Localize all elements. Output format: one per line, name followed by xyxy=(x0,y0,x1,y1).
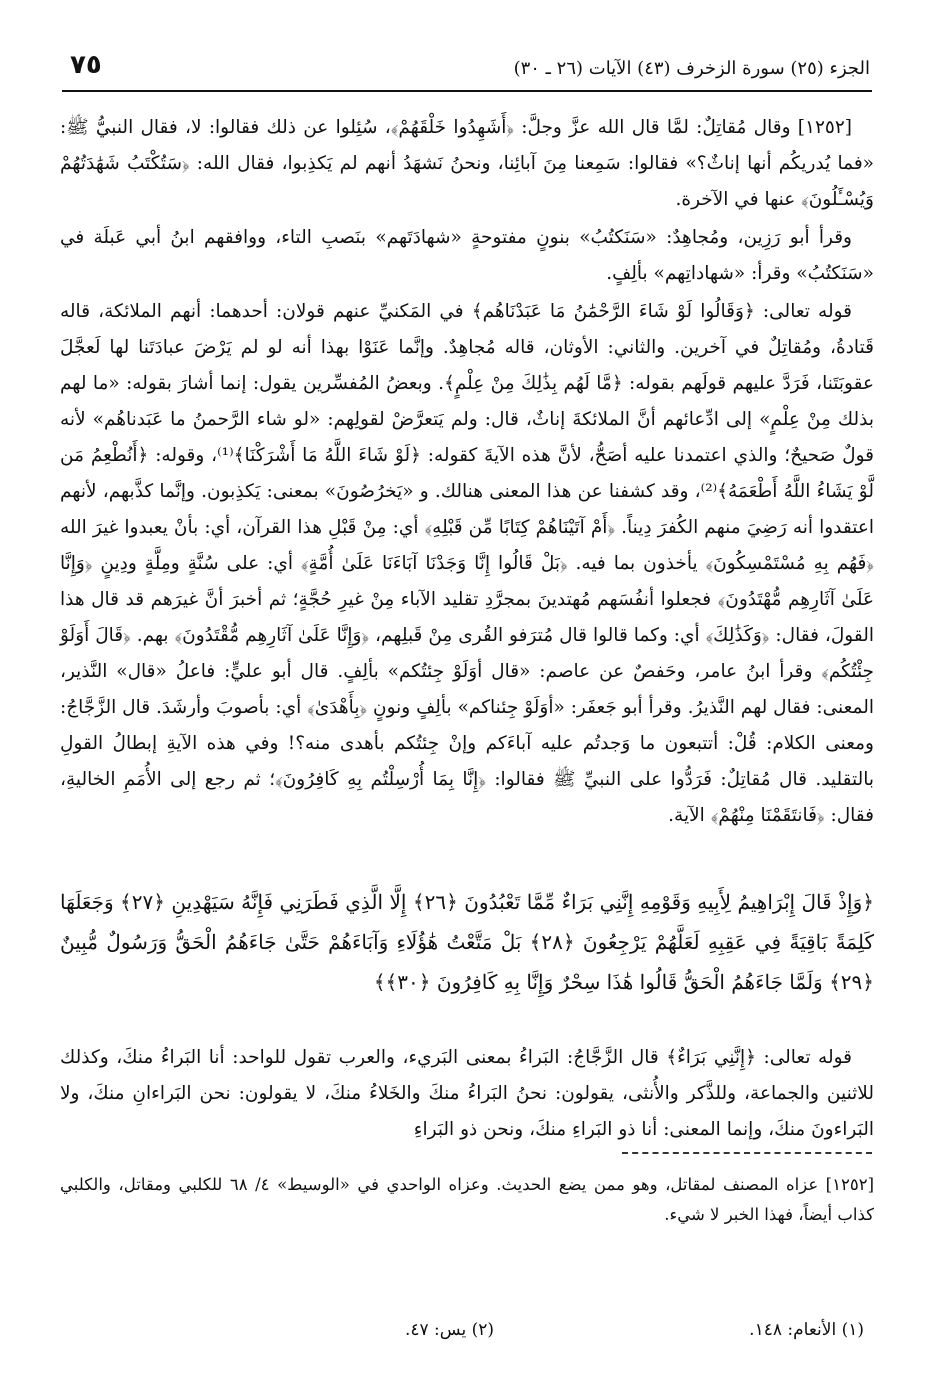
note-text: [١٢٥٢] عزاه المصنف لمقاتل، وهو ممن يضع الحديث. وعزاه الواحدي في «الوسيط» ٤/ ٦٨ للكلبي ومقاتل، والكلبي كذاب أيضاً، فهذا الخبر لا شيء. xyxy=(60,1175,875,1224)
quran-verses-block xyxy=(60,882,874,1002)
page-header xyxy=(62,50,872,92)
paragraph: [١٢٥٢] وقال مُقاتِلٌ: لمَّا قال الله عزَّ وجلَّ: ﴿أَشَهِدُوا خَلْقَهُمْ﴾، سُئِلوا عن ذلك فقالوا: لا، فقال النبيُّ ﷺ: «فما يُدريكُم أنها إناثٌ؟» فقالوا: سَمِعنا مِنَ آبائِنا، ونحنُ نَشهَدُ أنهم لم يَكذِبوا، فقال الله: ﴿سَتُكْتَبُ شَهَٰدَتُهُمْ وَيُسْـَٔلُونَ﴾ عنها في الآخرة. xyxy=(60,117,874,210)
footnote-2: (٢) يس: ٤٧. xyxy=(404,1320,494,1340)
paragraph: قوله تعالى: ﴿إِنَّنِي بَرَاءٌ﴾ قال الزَّجَّاجُ: البَراءُ بمعنى البَريء، والعرب تقول للواحد: أنا البَراءُ منكَ، وكذلك للاثنين والجماعة، وللذَّكر والأُنثى، يقولون: نحنُ البَراءُ منكَ والخَلاءُ منكَ، لا يقولون: نحن البَراءانِ منكَ، ولا البَراءونَ منكَ، وإنما المعنى: أنا ذو البَراءِ منكَ، ونحن ذو البَراءِ xyxy=(60,1047,874,1140)
hadith-note xyxy=(60,1170,874,1230)
paragraph: وقرأ أبو رَزِين، ومُجاهِدٌ: «سَنَكتُبُ» بنونٍ مفتوحةٍ «شهادَتَهم» بنَصبِ التاء، ووافقهم ابنُ أبي عَبلَة في «سَنَكتُبُ» وقرأ: «شهاداتِهم» بألِفٍ. xyxy=(60,227,874,284)
footnotes xyxy=(60,1320,874,1350)
page-number: ٧٥ xyxy=(70,50,102,80)
running-head: الجزء (٢٥) سورة الزخرف (٤٣) الآيات (٢٦ ـ ٣٠) xyxy=(513,58,870,79)
commentary-continuation xyxy=(60,1040,874,1148)
footnote-1: (١) الأنعام: ١٤٨. xyxy=(749,1320,864,1340)
verses-text: ﴿وَإِذْ قَالَ إِبْرَاهِيمُ لِأَبِيهِ وَقَوْمِهِ إِنَّنِي بَرَاءٌ مِّمَّا تَعْبُدُونَ ﴿٢٦﴾ إِلَّا الَّذِي فَطَرَنِي فَإِنَّهُ سَيَهْدِينِ ﴿٢٧﴾ وَجَعَلَهَا كَلِمَةً بَاقِيَةً فِي عَقِبِهِ لَعَلَّهُمْ يَرْجِعُونَ ﴿٢٨﴾ بَلْ مَتَّعْتُ هَٰؤُلَاءِ وَآبَاءَهُمْ حَتَّىٰ جَاءَهُمُ الْحَقُّ وَرَسُولٌ مُّبِينٌ ﴿٢٩﴾ وَلَمَّا جَاءَهُمُ الْحَقُّ قَالُوا هَٰذَا سِحْرٌ وَإِنَّا بِهِ كَافِرُونَ ﴿٣٠﴾﴾ xyxy=(60,890,874,994)
notes-separator xyxy=(622,1152,872,1154)
paragraph: قوله تعالى: ﴿وَقَالُوا لَوْ شَاءَ الرَّحْمَٰنُ مَا عَبَدْنَاهُم﴾ في المَكنيِّ عنهم قولان: أحدهما: أنهم الملائكة، قاله قَتادةُ، ومُقاتِلٌ في آخرين. والثاني: الأوثان، قاله مُجاهِدٌ. وإنَّما عَنَوْا بهذا أنه لو لم يَرْضَ عبادَتَنا لها لَعجَّلَ عقوبَتَنا، فَرَدَّ عليهم قولَهم بقوله: ﴿مَّا لَهُم بِذَٰلِكَ مِنْ عِلْمٍ﴾. وبعضُ المُفسِّرين يقول: إنما أشارَ بقوله: «ما لهم بذلك مِنْ عِلْمٍ» إلى ادِّعائهم أنَّ الملائكةَ إناثٌ، قال: ولم يَتعرَّضْ لقولِهم: «لو شاء الرَّحمنُ ما عَبَدناهُم» لأنه قولٌ صَحيحٌ؛ والذي اعتمدنا عليه أصَحُّ، لأنَّ هذه الآيةَ كقوله: ﴿لَوْ شَاءَ اللَّهُ مَا أَشْرَكْنَا﴾⁽¹⁾، وقوله: ﴿أَنُطْعِمُ مَن لَّوْ يَشَاءُ اللَّهُ أَطْعَمَهُ﴾⁽²⁾، وقد كشفنا عن هذا المعنى هنالك. و «يَخرُصُونَ» بمعنى: يَكذِبون. وإنَّما كذَّبهم، لأنهم اعتقدوا أنه رَضِيَ منهم الكُفرَ دِيناً. ﴿أَمْ آتَيْنَاهُمْ كِتَابًا مِّن قَبْلِهِ﴾ أي: مِنْ قَبْلِ هذا القرآن، أي: بأنْ يعبدوا غيرَ الله ﴿فَهُم بِهِ مُسْتَمْسِكُونَ﴾ يأخذون بما فيه. ﴿بَلْ قَالُوا إِنَّا وَجَدْنَا آبَاءَنَا عَلَىٰ أُمَّةٍ﴾ أي: على سُنَّةٍ ومِلَّةٍ ودِينٍ ﴿وَإِنَّا عَلَىٰ آثَارِهِم مُّهْتَدُونَ﴾ فجعلوا أنفُسَهم مُهتدينَ بمجرَّدِ تقليد الآباء مِنْ غيرِ حُجَّةٍ؛ ثم أخبرَ أنَّ غيرَهم قد قال هذا القولَ، فقال: ﴿وَكَذَٰلِكَ﴾ أي: وكما قالوا قال مُترَفو القُرى مِنْ قَبلِهم، ﴿وَإِنَّا عَلَىٰ آثَارِهِم مُّقْتَدُونَ﴾ بهم. ﴿قَالَ أَوَلَوْ جِئْتُكُم﴾ وقرأ ابنُ عامر، وحَفصٌ عن عاصم: «قال أوَلَوْ جِئتُكم» بألِفٍ. قال أبو عليٍّ: فاعلُ «قال» النَّذير، المعنى: فقال لهم النَّذيرُ. وقرأ أبو جَعفَر: «أوَلَوْ جِئناكم» بألِفٍ ونونٍ ﴿بِأَهْدَىٰ﴾ أي: بأصوبَ وأرشَدَ. قال الزَّجَّاجُ: ومعنى الكلام: قُلْ: أتتبعون ما وَجدتُم عليه آباءَكم وإنْ جِئتُكم بأهدى منه؟! وفي هذه الآيةِ إبطالُ القولِ بالتقليد. قال مُقاتِلٌ: فَرَدُّوا على النبيِّ ﷺ فقالوا: ﴿إِنَّا بِمَا أُرْسِلْتُم بِهِ كَافِرُونَ﴾؛ ثم رجع إلى الأُمَمِ الخاليةِ، فقال: ﴿فَانتَقَمْنَا مِنْهُمْ﴾ الآية. xyxy=(60,301,874,826)
commentary-body xyxy=(60,110,874,836)
